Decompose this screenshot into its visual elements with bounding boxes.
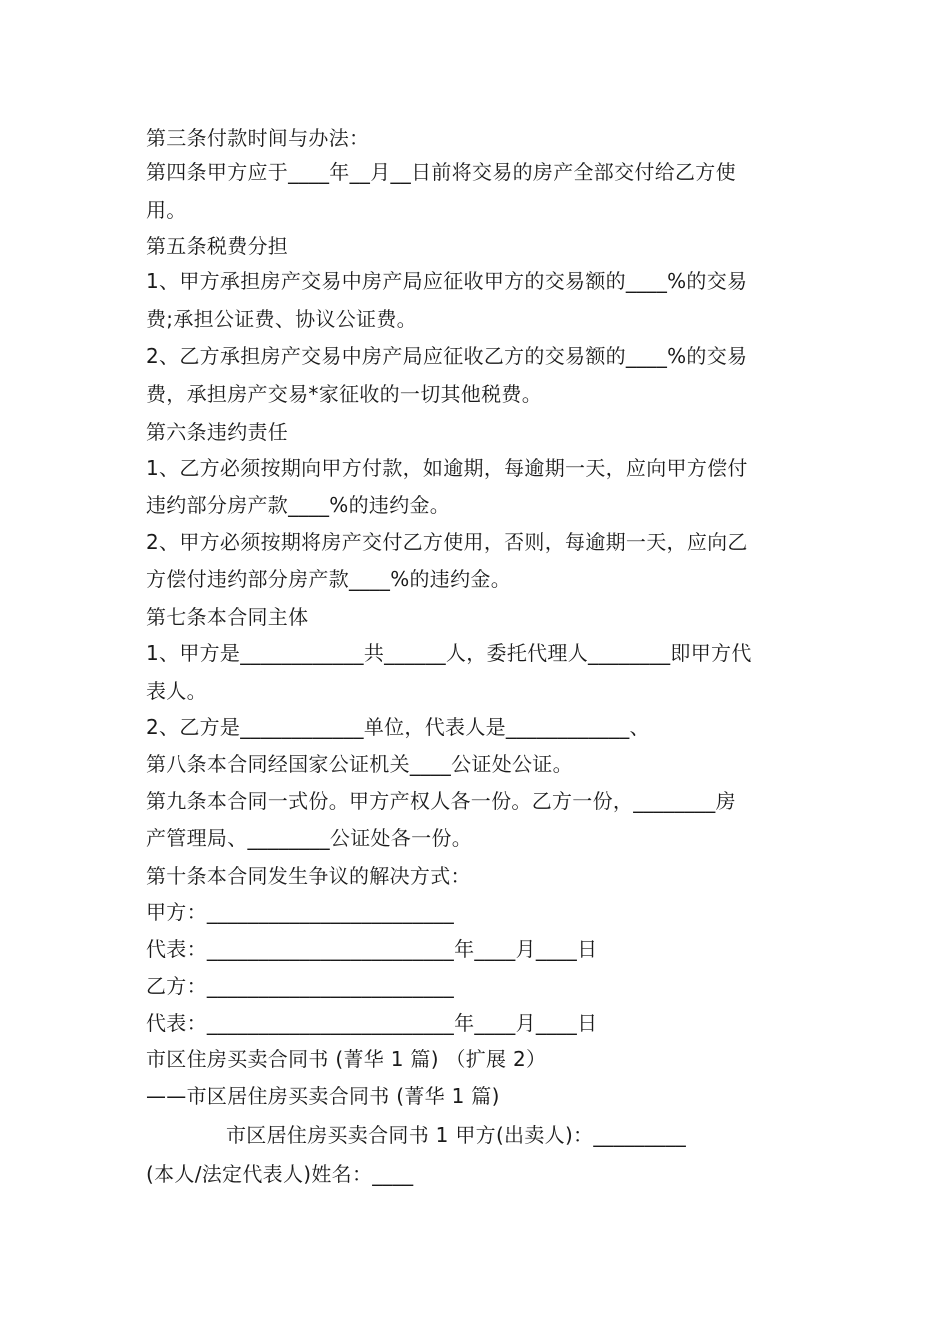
contract-heading-seller: 市区居住房买卖合同书 1 甲方(出卖人)：_________ <box>226 1123 687 1147</box>
clause-7-item-1-cont: 表人。 <box>146 679 207 703</box>
party-a-signature-line: 甲方：________________________ <box>146 900 455 924</box>
clause-6-item-2: 2、甲方必须按期将房产交付乙方使用，否则，每逾期一天，应向乙 <box>146 530 748 554</box>
party-a-representative-line: 代表：________________________年____月____日 <box>146 937 598 961</box>
clause-6-item-1: 1、乙方必须按期向甲方付款，如逾期，每逾期一天，应向甲方偿付 <box>146 456 748 480</box>
clause-3-heading: 第三条付款时间与办法： <box>146 126 370 150</box>
clause-7-heading: 第七条本合同主体 <box>146 605 309 629</box>
clause-7-item-2: 2、乙方是____________单位，代表人是____________、 <box>146 715 650 739</box>
clause-9-text-cont: 产管理局、________公证处各一份。 <box>146 826 472 850</box>
clause-10-heading: 第十条本合同发生争议的解决方式： <box>146 864 471 888</box>
clause-6-item-1-cont: 违约部分房产款____%的违约金。 <box>146 493 451 517</box>
party-b-representative-line: 代表：________________________年____月____日 <box>146 1011 598 1035</box>
section-subtitle: ——市区居住房买卖合同书 (菁华 1 篇) <box>146 1084 500 1108</box>
clause-5-item-2-cont: 费，承担房产交易*家征收的一切其他税费。 <box>146 382 542 406</box>
section-title: 市区住房买卖合同书 (菁华 1 篇) （扩展 2） <box>146 1047 547 1071</box>
clause-5-item-2: 2、乙方承担房产交易中房产局应征收乙方的交易额的____%的交易 <box>146 344 748 368</box>
clause-5-item-1: 1、甲方承担房产交易中房产局应征收甲方的交易额的____%的交易 <box>146 269 748 293</box>
clause-9-text: 第九条本合同一式份。甲方产权人各一份。乙方一份，________房 <box>146 789 736 813</box>
clause-4-text: 第四条甲方应于____年__月__日前将交易的房产全部交付给乙方使 <box>146 160 736 184</box>
clause-4-text-cont: 用。 <box>146 198 187 222</box>
clause-6-item-2-cont: 方偿付违约部分房产款____%的违约金。 <box>146 567 512 591</box>
clause-5-item-1-cont: 费;承担公证费、协议公证费。 <box>146 307 417 331</box>
clause-7-item-1: 1、甲方是____________共______人，委托代理人________即甲方代 <box>146 641 752 665</box>
seller-name-line: (本人/法定代表人)姓名：____ <box>146 1162 414 1186</box>
clause-6-heading: 第六条违约责任 <box>146 420 289 444</box>
clause-5-heading: 第五条税费分担 <box>146 234 289 258</box>
party-b-signature-line: 乙方：________________________ <box>146 974 455 998</box>
clause-8-text: 第八条本合同经国家公证机关____公证处公证。 <box>146 752 573 776</box>
